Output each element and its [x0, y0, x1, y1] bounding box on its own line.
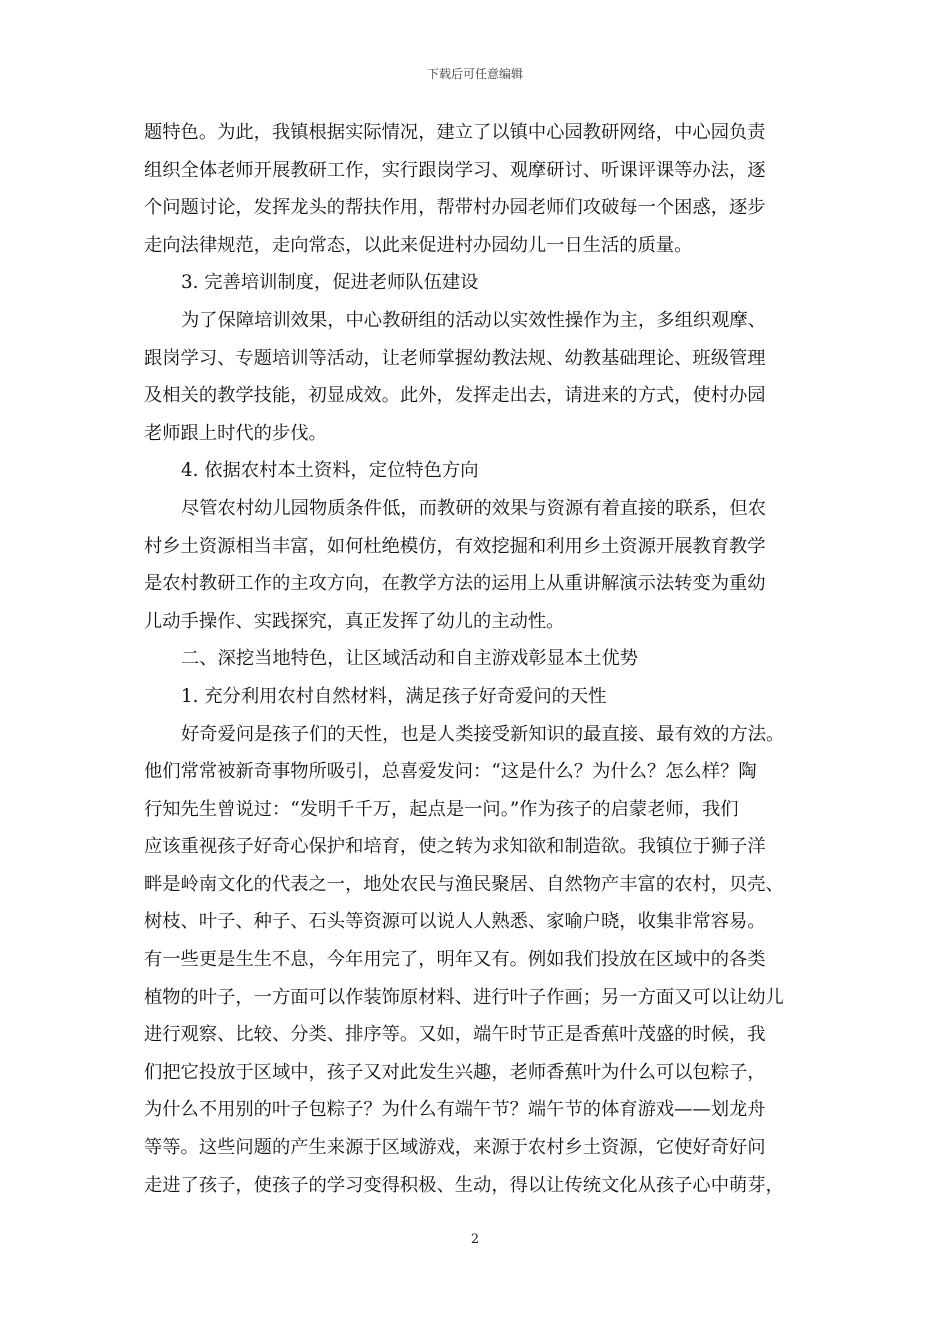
text-line: 他们常常被新奇事物所吸引，总喜爱发问：“这是什么？为什么？怎么样？陶 [144, 761, 757, 783]
text-line: 等等。这些问题的产生来源于区域游戏，来源于农村乡土资源，它使好奇好问 [144, 1137, 766, 1159]
text-line: 有一些更是生生不息，今年用完了，明年又有。例如我们投放在区域中的各类 [144, 949, 766, 971]
text-line: 题特色。为此，我镇根据实际情况，建立了以镇中心园教研网络，中心园负责 [144, 122, 766, 143]
text-line: 应该重视孩子好奇心保护和培育，使之转为求知欲和制造欲。我镇位于狮子洋 [144, 836, 766, 858]
text-line: 为什么不用别的叶子包粽子？为什么有端午节？端午节的体育游戏——划龙舟 [144, 1099, 766, 1121]
text-line: 植物的叶子，一方面可以作装饰原材料、进行叶子作画；另一方面又可以让幼儿 [144, 986, 784, 1008]
text-line: 好奇爱问是孩子们的天性，也是人类接受新知识的最直接、最有效的方法。 [181, 723, 785, 745]
section-heading: 3. 完善培训制度，促进老师队伍建设 [181, 272, 479, 294]
text-line: 跟岗学习、专题培训等活动，让老师掌握幼教法规、幼教基础理论、班级管理 [144, 347, 766, 369]
section-heading: 二、深挖当地特色，让区域活动和自主游戏彰显本土优势 [181, 648, 639, 670]
text-line: 走进了孩子，使孩子的学习变得积极、生动，得以让传统文化从孩子心中萌芽， [144, 1174, 784, 1196]
text-line: 为了保障培训效果，中心教研组的活动以实效性操作为主，多组织观摩、 [181, 309, 766, 331]
text-line: 树枝、叶子、种子、石头等资源可以说人人熟悉、家喻户晓，收集非常容易。 [144, 911, 766, 933]
document-body [144, 114, 812, 1204]
text-line: 行知先生曾说过：“发明千千万，起点是一问。”作为孩子的启蒙老师，我们 [144, 798, 739, 820]
text-line: 村乡土资源相当丰富，如何杜绝模仿，有效挖掘和利用乡土资源开展教育教学 [144, 535, 766, 557]
text-line: 尽管农村幼儿园物质条件低，而教研的效果与资源有着直接的联系，但农 [181, 497, 766, 519]
text-line: 老师跟上时代的步伐。 [144, 422, 327, 444]
page-number: 2 [470, 1232, 480, 1247]
section-heading: 1. 充分利用农村自然材料，满足孩子好奇爱问的天性 [181, 685, 607, 707]
text-line: 儿动手操作、实践探究，真正发挥了幼儿的主动性。 [144, 610, 565, 632]
text-line: 组织全体老师开展教研工作，实行跟岗学习、观摩研讨、听课评课等办法，逐 [144, 159, 766, 181]
text-line: 进行观察、比较、分类、排序等。又如，端午时节正是香蕉叶茂盛的时候，我 [144, 1024, 766, 1046]
section-heading: 4. 依据农村本土资料，定位特色方向 [181, 460, 479, 482]
text-line: 及相关的教学技能，初显成效。此外，发挥走出去，请进来的方式，使村办园 [144, 385, 766, 407]
page-header: 下载后可任意编辑 [426, 67, 523, 81]
text-line: 是农村教研工作的主攻方向，在教学方法的运用上从重讲解演示法转变为重幼 [144, 573, 766, 595]
text-line: 们把它投放于区域中，孩子又对此发生兴趣，老师香蕉叶为什么可以包粽子， [144, 1061, 766, 1083]
text-line: 畔是岭南文化的代表之一，地处农民与渔民聚居、自然物产丰富的农村，贝壳、 [144, 873, 784, 895]
text-line: 走向法律规范，走向常态，以此来促进村办园幼儿一日生活的质量。 [144, 234, 693, 256]
text-line: 个问题讨论，发挥龙头的帮扶作用，帮带村办园老师们攻破每一个困惑，逐步 [144, 197, 766, 219]
